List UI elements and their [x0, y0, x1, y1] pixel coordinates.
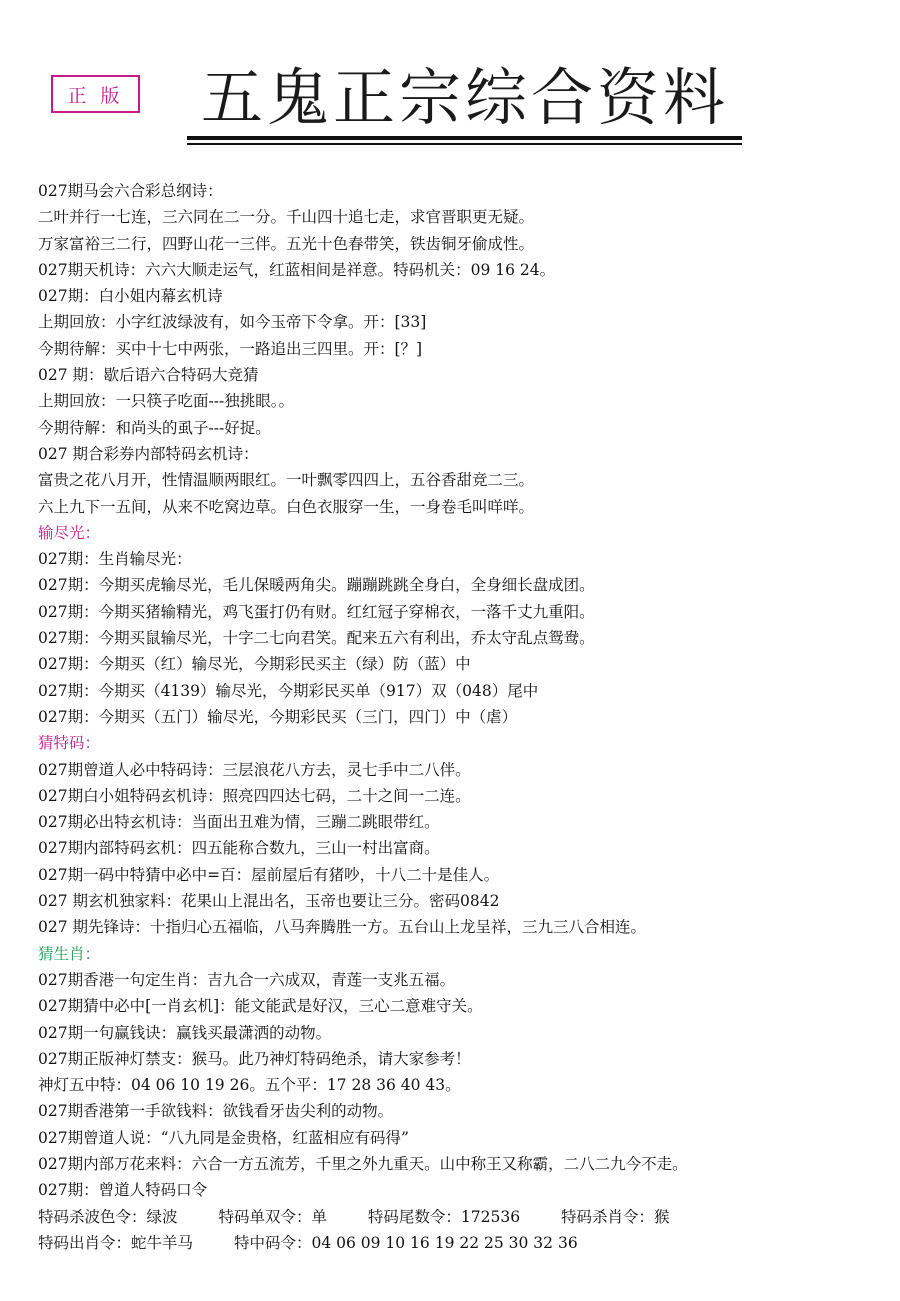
code-odd-even: 特码单双令：单: [218, 1207, 327, 1226]
text-line: 027期：今期买鼠输尽光，十字二七向君笑。配来五六有利出，乔太守乱点鸳鸯。: [38, 629, 595, 648]
text-line: 神灯五中特：04 06 10 19 26。五个平：17 28 36 40 43。: [38, 1076, 461, 1095]
text-line: 今期待解：和尚头的虱子---好捉。: [38, 418, 271, 437]
text-line: 027期内部特码玄机：四五能称合数九，三山一村出富商。: [38, 839, 440, 858]
text-line: 027期马会六合彩总纲诗：: [38, 182, 223, 200]
text-line: 027期内部万花来料：六合一方五流芳，千里之外九重天。山中称王又称霸，二八二九今不走。: [38, 1154, 688, 1173]
title-underline-thin: [187, 143, 742, 145]
code-tail-number: 特码尾数令：172536: [367, 1207, 521, 1226]
page-title: 五鬼正宗综合资料: [200, 61, 729, 134]
text-line: 027期猜中必中[一肖玄机]：能文能武是好汉，三心二意难守关。: [38, 997, 483, 1016]
text-line: 027期：曾道人特码口令: [38, 1181, 208, 1200]
text-line: 二叶并行一七连，三六同在二一分。千山四十追七走，求官晋职更无疑。: [38, 208, 535, 227]
section-heading-guess-zodiac: 猜生肖：: [38, 944, 101, 963]
code-kill-zodiac: 特码杀肖令：猴: [561, 1207, 670, 1226]
text-line: 027期：今期买（五门）输尽光，今期彩民买（三门，四门）中（虐）: [38, 707, 518, 726]
text-line: 027 期玄机独家料：花果山上混出名，玉帝也要让三分。密码0842: [38, 892, 500, 911]
text-line: 027期天机诗：六六大顺走运气，红蓝相间是祥意。特码机关：09 16 24。: [38, 260, 556, 279]
text-line: 027 期：歇后语六合特码大竞猜: [38, 366, 259, 385]
section-heading-guess-code: 猜特码：: [38, 734, 101, 753]
text-line: 027 期先锋诗：十指归心五福临，八马奔腾胜一方。五台山上龙呈祥，三九三八合相连。: [38, 918, 647, 937]
text-line: 027期正版神灯禁支：猴马。此乃神灯特码绝杀，请大家参考！: [38, 1049, 471, 1068]
title-underline-thick: [187, 136, 742, 140]
code-row: [38, 1230, 888, 1256]
text-line: 027期：白小姐内幕玄机诗: [38, 287, 223, 306]
code-row: [38, 1204, 888, 1230]
text-line: 027期曾道人必中特码诗：三层浪花八方去，灵七手中二八伴。: [38, 760, 471, 779]
text-line: 027期一码中特猜中必中=百：屋前屋后有猪吵，十八二十是佳人。: [38, 865, 500, 884]
code-kill-color: 特码杀波色令：绿波: [38, 1207, 178, 1226]
text-line: 027 期合彩券内部特码玄机诗：: [38, 444, 259, 463]
section-heading-lose-all: 输尽光：: [38, 523, 101, 542]
text-line: 上期回放：小字红波绿波有，如今玉帝下令拿。开：[33]: [38, 313, 427, 332]
text-line: 027期曾道人说：“八九同是金贵格，红蓝相应有码得”: [38, 1128, 409, 1147]
text-line: 027期香港一句定生肖：吉九合一六成双，青莲一支兆五福。: [38, 970, 456, 989]
text-line: 027期：今期买（4139）输尽光，今期彩民买单（917）双（048）尾中: [38, 681, 539, 700]
text-line: 六上九下一五间，从来不吃窝边草。白色衣服穿一生，一身卷毛叫咩咩。: [38, 497, 535, 516]
text-line: 027期：今期买猪输精光，鸡飞蛋打仍有财。红红冠子穿棉衣，一落千丈九重阳。: [38, 602, 595, 621]
code-special-numbers: 特中码令：04 06 09 10 16 19 22 25 30 32 36: [233, 1233, 578, 1252]
text-line: 027期香港第一手欲钱料：欲钱看牙齿尖利的动物。: [38, 1102, 394, 1121]
text-line: 027期白小姐特码玄机诗：照亮四四达七码，二十之间一二连。: [38, 786, 471, 805]
text-line: 027期：今期买（红）输尽光，今期彩民买主（绿）防（蓝）中: [38, 655, 471, 674]
code-out-zodiac: 特码出肖令：蛇牛羊马: [38, 1233, 194, 1252]
text-line: 027期必出特玄机诗：当面出丑难为情，三蹦二跳眼带红。: [38, 813, 440, 832]
text-line: 027期：今期买虎输尽光，毛儿保暖两角尖。蹦蹦跳跳全身白，全身细长盘成团。: [38, 576, 595, 595]
authentic-badge: 正 版: [51, 75, 140, 113]
text-line: 027期一句赢钱诀：赢钱买最潇洒的动物。: [38, 1023, 332, 1042]
text-line: 富贵之花八月开，性情温顺两眼红。一叶飘零四四上，五谷香甜竞二三。: [38, 471, 535, 490]
content-body: [38, 178, 888, 1256]
text-line: 上期回放：一只筷子吃面---独挑眼。。: [38, 392, 294, 411]
text-line: 万家富裕三二行，四野山花一三伴。五光十色春带笑，铁齿铜牙偷成性。: [38, 234, 535, 253]
text-line: 今期待解：买中十七中两张，一路追出三四里。开：[？]: [38, 339, 423, 358]
text-line: 027期：生肖输尽光：: [38, 550, 192, 569]
